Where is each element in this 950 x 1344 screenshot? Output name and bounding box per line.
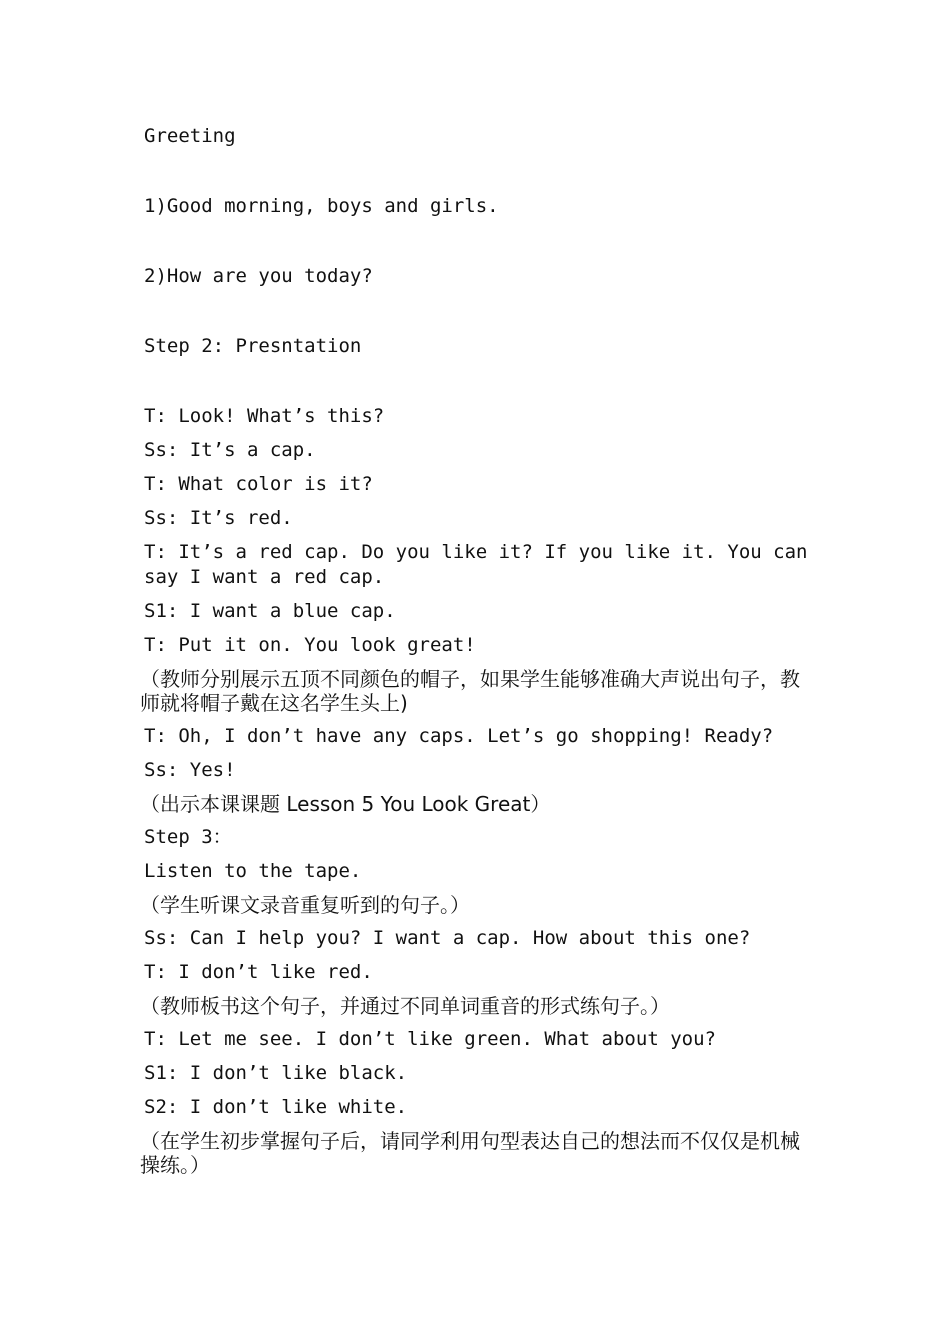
step3-heading: Step 3：	[144, 826, 232, 848]
greeting-line-2: 2)How are you today?	[144, 265, 373, 287]
dialogue-line: T: I don’t like red.	[144, 961, 373, 983]
dialogue-line: S2: I don’t like white.	[144, 1096, 408, 1118]
teacher-note: （教师板书这个句子，并通过不同单词重音的形式练句子。）	[140, 994, 670, 1018]
greeting-heading: Greeting	[144, 125, 236, 147]
dialogue-line: Ss: Can I help you? I want a cap. How about this one?	[144, 927, 751, 949]
dialogue-line: T: Look! What’s this?	[144, 405, 385, 427]
step2-heading: Step 2: Presntation	[144, 335, 362, 357]
greeting-line-1: 1)Good morning, boys and girls.	[144, 195, 499, 217]
teacher-note: （学生听课文录音重复听到的句子。）	[140, 893, 470, 917]
dialogue-line: T: Put it on. You look great!	[144, 634, 476, 656]
dialogue-line: Ss: Yes!	[144, 759, 236, 781]
teacher-note: （在学生初步掌握句子后，请同学利用句型表达自己的想法而不仅仅是机械操练。）	[140, 1129, 800, 1177]
dialogue-line: T: Oh, I don’t have any caps. Let’s go shopping! Ready?	[144, 725, 774, 747]
dialogue-line: Ss: It’s a cap.	[144, 439, 316, 461]
document-body	[140, 124, 819, 1186]
dialogue-line: T: It’s a red cap. Do you like it? If you like it. You can say I want a red cap.	[144, 541, 819, 588]
dialogue-line: T: Let me see. I don’t like green. What about you?	[144, 1028, 716, 1050]
dialogue-line: S1: I want a blue cap.	[144, 600, 396, 622]
teacher-note: （出示本课课题 Lesson 5 You Look Great）	[140, 792, 551, 816]
teacher-note: （教师分别展示五顶不同颜色的帽子，如果学生能够准确大声说出句子，教师就将帽子戴在这名学生头上)	[140, 667, 800, 715]
dialogue-line: Ss: It’s red.	[144, 507, 293, 529]
dialogue-line: T: What color is it?	[144, 473, 373, 495]
dialogue-line: S1: I don’t like black.	[144, 1062, 408, 1084]
dialogue-line: Listen to the tape.	[144, 860, 362, 882]
